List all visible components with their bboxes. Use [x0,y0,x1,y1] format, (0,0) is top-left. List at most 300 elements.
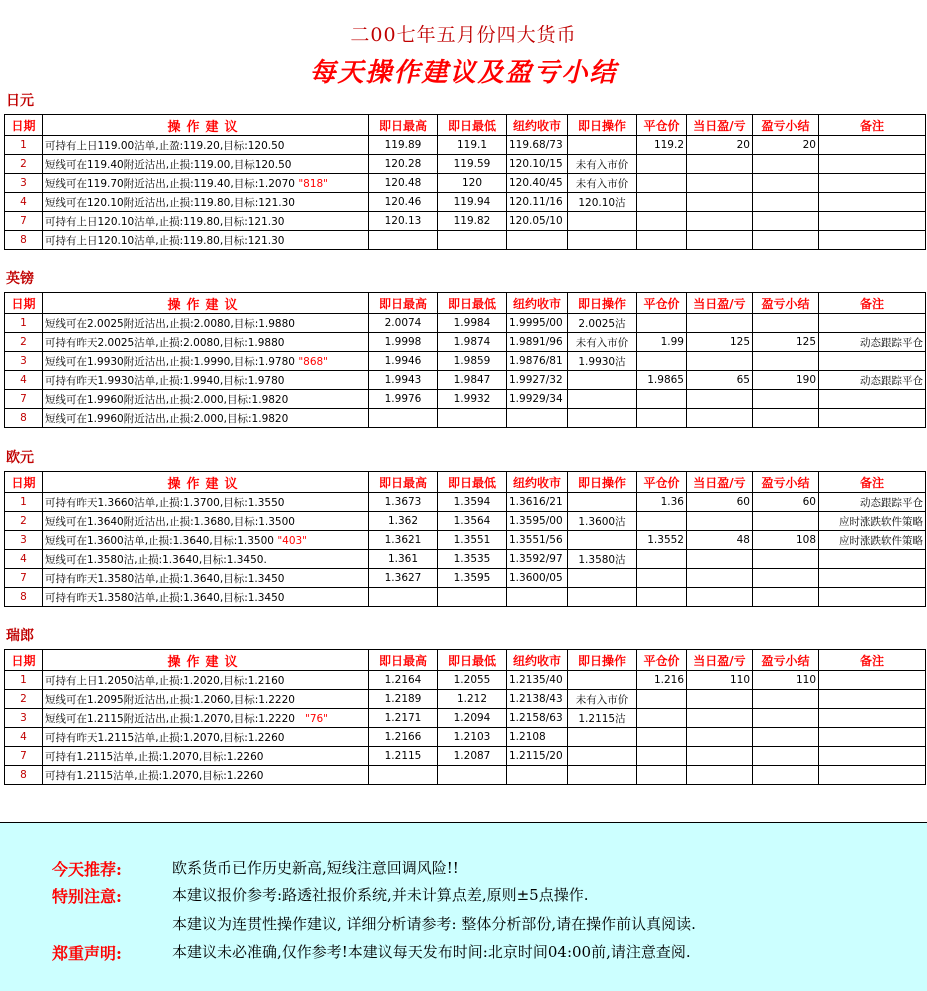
advice-points: "76" [304,712,329,725]
low-cell: 1.9874 [438,333,507,352]
total-cell [753,588,819,607]
day-cell: 8 [5,231,43,250]
advice-points: "403" [277,534,308,547]
advice-cell [43,193,369,212]
op-cell [568,588,637,607]
day-cell: 7 [5,569,43,588]
page-subtitle: 每天操作建议及盈亏小结 [309,58,618,88]
table-header-row [5,472,926,493]
op-cell [568,531,637,550]
advice-cell [43,671,369,690]
total-cell [753,390,819,409]
low-cell: 120 [438,174,507,193]
high-cell: 1.2164 [369,671,438,690]
column-header-note: 备注 [819,472,926,493]
advice-text: 短线可在1.9930附近沽出,止损:1.9990,目标:1.9780 [45,355,299,368]
pl-cell [687,550,753,569]
table-row [5,390,926,409]
low-cell: 1.9932 [438,390,507,409]
day-cell: 7 [5,212,43,231]
low-cell: 1.2087 [438,747,507,766]
low-cell: 1.9859 [438,352,507,371]
currency-table [4,292,926,428]
total-cell: 108 [753,531,819,550]
day-cell: 2 [5,690,43,709]
note-cell [819,766,926,785]
pl-cell: 65 [687,371,753,390]
day-cell: 3 [5,709,43,728]
low-cell: 1.3535 [438,550,507,569]
high-cell: 1.3673 [369,493,438,512]
close-cell: 1.9891/96 [507,333,568,352]
advice-text: 可持有昨天2.0025沽单,止损:2.0080,目标:1.9880 [45,336,285,349]
note-cell [819,193,926,212]
close-cell: 1.3592/97 [507,550,568,569]
table-row [5,231,926,250]
pl-cell [687,390,753,409]
attention-text-1: 本建议报价参考:路透社报价系统,并未计算点差,原则±5点操作. [172,886,589,904]
column-header-avg: 平仓价 [637,472,687,493]
total-cell: 60 [753,493,819,512]
total-cell [753,569,819,588]
low-cell: 1.3595 [438,569,507,588]
low-cell: 1.3564 [438,512,507,531]
avg-cell [637,174,687,193]
recommend-label: 今天推荐: [52,860,122,879]
column-header-day: 日期 [5,293,43,314]
avg-cell [637,747,687,766]
day-cell: 2 [5,512,43,531]
table-row [5,493,926,512]
op-cell [568,231,637,250]
close-cell: 1.2138/43 [507,690,568,709]
note-cell [819,550,926,569]
advice-text: 可持有上日120.10沽单,止损:119.80,目标:121.30 [45,234,285,247]
high-cell: 1.2189 [369,690,438,709]
column-header-op: 操作建议 [43,650,369,671]
note-cell [819,212,926,231]
advice-text: 可持有上日1.2050沽单,止损:1.2020,目标:1.2160 [45,674,285,687]
high-cell: 1.9998 [369,333,438,352]
table-row [5,671,926,690]
avg-cell [637,212,687,231]
high-cell: 120.48 [369,174,438,193]
table-row [5,174,926,193]
avg-cell [637,709,687,728]
column-header-today-op: 即日操作 [568,650,637,671]
high-cell: 1.2171 [369,709,438,728]
note-cell [819,690,926,709]
advice-cell [43,371,369,390]
op-cell [568,390,637,409]
avg-cell: 119.2 [637,136,687,155]
low-cell: 1.2055 [438,671,507,690]
day-cell: 3 [5,352,43,371]
pl-cell: 110 [687,671,753,690]
total-cell [753,212,819,231]
note-cell [819,136,926,155]
note-cell [819,747,926,766]
total-cell [753,174,819,193]
note-cell [819,155,926,174]
op-cell [568,371,637,390]
advice-cell [43,231,369,250]
statement-text: 本建议未必准确,仅作参考!本建议每天发布时间:北京时间04:00前,请注意查阅. [172,943,691,961]
column-header-note: 备注 [819,115,926,136]
low-cell: 1.9984 [438,314,507,333]
advice-text: 可持有1.2115沽单,止损:1.2070,目标:1.2260 [45,750,264,763]
total-cell [753,352,819,371]
low-cell: 1.2103 [438,728,507,747]
high-cell: 120.13 [369,212,438,231]
close-cell: 120.05/10 [507,212,568,231]
advice-points: "818" [298,177,329,190]
advice-cell [43,155,369,174]
total-cell [753,512,819,531]
avg-cell: 1.3552 [637,531,687,550]
close-cell: 1.3616/21 [507,493,568,512]
avg-cell [637,155,687,174]
close-cell: 1.2135/40 [507,671,568,690]
op-cell [568,136,637,155]
close-cell [507,766,568,785]
close-cell [507,588,568,607]
table-row [5,352,926,371]
column-header-note: 备注 [819,293,926,314]
column-header-low: 即日最低 [438,293,507,314]
note-cell [819,409,926,428]
note-cell [819,588,926,607]
avg-cell: 1.216 [637,671,687,690]
high-cell: 1.361 [369,550,438,569]
advice-text: 短线可在120.10附近沽出,止损:119.80,目标:121.30 [45,196,295,209]
column-header-ny-close: 纽约收市 [507,650,568,671]
op-cell: 1.3600沽 [568,512,637,531]
table-row [5,512,926,531]
close-cell: 1.2158/63 [507,709,568,728]
pl-cell: 48 [687,531,753,550]
column-header-ny-close: 纽约收市 [507,115,568,136]
column-header-day: 日期 [5,650,43,671]
low-cell [438,231,507,250]
avg-cell [637,193,687,212]
day-cell: 1 [5,671,43,690]
note-cell [819,671,926,690]
section-title: 英镑 [6,271,34,287]
advice-text: 可持有1.2115沽单,止损:1.2070,目标:1.2260 [45,769,264,782]
note-cell [819,174,926,193]
attention-text-2: 本建议为连贯性操作建议, 详细分析请参考: 整体分析部份,请在操作前认真阅读. [172,915,696,933]
day-cell: 7 [5,747,43,766]
pl-cell: 125 [687,333,753,352]
op-cell [568,493,637,512]
low-cell: 1.9847 [438,371,507,390]
table-row [5,333,926,352]
high-cell: 1.9946 [369,352,438,371]
high-cell: 119.89 [369,136,438,155]
day-cell: 7 [5,390,43,409]
table-row [5,155,926,174]
pl-cell [687,766,753,785]
op-cell: 未有入市价 [568,155,637,174]
close-cell [507,231,568,250]
pl-cell: 20 [687,136,753,155]
close-cell [507,409,568,428]
advice-text: 可持有上日120.10沽单,止损:119.80,目标:121.30 [45,215,285,228]
advice-cell [43,569,369,588]
recommend-text: 欧系货币已作历史新高,短线注意回调风险!! [172,859,459,877]
low-cell: 119.94 [438,193,507,212]
low-cell: 1.2094 [438,709,507,728]
op-cell [568,212,637,231]
table-row [5,588,926,607]
high-cell: 1.3621 [369,531,438,550]
page-title: 二00七年五月份四大货币 [350,24,577,46]
total-cell [753,766,819,785]
op-cell [568,747,637,766]
table-row [5,690,926,709]
total-cell: 125 [753,333,819,352]
close-cell: 119.68/73 [507,136,568,155]
advice-text: 可持有昨天1.3580沽单,止损:1.3640,目标:1.3450 [45,591,285,604]
op-cell: 120.10沽 [568,193,637,212]
section-title: 日元 [6,93,34,109]
close-cell: 120.40/45 [507,174,568,193]
day-cell: 2 [5,333,43,352]
column-header-high: 即日最高 [369,115,438,136]
op-cell: 1.9930沽 [568,352,637,371]
currency-table [4,471,926,607]
low-cell [438,766,507,785]
advice-cell [43,333,369,352]
pl-cell [687,588,753,607]
low-cell: 119.59 [438,155,507,174]
advice-cell [43,531,369,550]
pl-cell [687,512,753,531]
advice-cell [43,174,369,193]
column-header-high: 即日最高 [369,472,438,493]
op-cell: 1.2115沽 [568,709,637,728]
high-cell: 2.0074 [369,314,438,333]
high-cell: 120.46 [369,193,438,212]
close-cell: 1.9995/00 [507,314,568,333]
note-cell [819,231,926,250]
high-cell [369,766,438,785]
table-row [5,569,926,588]
avg-cell [637,409,687,428]
table-row [5,193,926,212]
column-header-ny-close: 纽约收市 [507,472,568,493]
table-header-row [5,115,926,136]
advice-points: "868" [298,355,329,368]
day-cell: 2 [5,155,43,174]
high-cell: 1.9976 [369,390,438,409]
column-header-avg: 平仓价 [637,115,687,136]
op-cell: 1.3580沽 [568,550,637,569]
high-cell [369,231,438,250]
op-cell [568,569,637,588]
table-row [5,550,926,569]
attention-label: 特别注意: [52,887,122,906]
column-header-pl-total: 盈亏小结 [753,293,819,314]
advice-cell [43,390,369,409]
advice-cell [43,728,369,747]
column-header-day: 日期 [5,115,43,136]
close-cell: 1.2108 [507,728,568,747]
advice-text: 短线可在119.70附近沽出,止损:119.40,目标:1.2070 [45,177,299,190]
close-cell: 1.9927/32 [507,371,568,390]
column-header-pl-total: 盈亏小结 [753,472,819,493]
day-cell: 8 [5,588,43,607]
column-header-note: 备注 [819,650,926,671]
op-cell: 未有入市价 [568,333,637,352]
table-header-row [5,293,926,314]
avg-cell [637,550,687,569]
pl-cell [687,709,753,728]
advice-cell [43,136,369,155]
advice-text: 短线可在1.3580沽,止损:1.3640,目标:1.3450. [45,553,267,566]
advice-cell [43,588,369,607]
column-header-pl-total: 盈亏小结 [753,115,819,136]
advice-cell [43,766,369,785]
pl-cell [687,569,753,588]
pl-cell [687,747,753,766]
avg-cell [637,728,687,747]
pl-cell: 60 [687,493,753,512]
advice-text: 短线可在2.0025附近沽出,止损:2.0080,目标:1.9880 [45,317,295,330]
day-cell: 1 [5,136,43,155]
total-cell [753,155,819,174]
column-header-pl-today: 当日盈/亏 [687,472,753,493]
day-cell: 1 [5,314,43,333]
advice-cell [43,212,369,231]
column-header-low: 即日最低 [438,472,507,493]
note-cell: 动态跟踪平仓 [819,493,926,512]
advice-text: 短线可在1.9960附近沽出,止损:2.000,目标:1.9820 [45,393,289,406]
day-cell: 1 [5,493,43,512]
column-header-avg: 平仓价 [637,650,687,671]
table-header-row [5,650,926,671]
pl-cell [687,212,753,231]
table-row [5,728,926,747]
table-row [5,531,926,550]
day-cell: 8 [5,766,43,785]
statement-label: 郑重声明: [52,944,122,963]
high-cell: 1.362 [369,512,438,531]
column-header-day: 日期 [5,472,43,493]
column-header-pl-today: 当日盈/亏 [687,293,753,314]
pl-cell [687,690,753,709]
day-cell: 3 [5,174,43,193]
column-header-avg: 平仓价 [637,293,687,314]
advice-cell [43,747,369,766]
note-cell [819,728,926,747]
high-cell: 1.2115 [369,747,438,766]
op-cell [568,728,637,747]
day-cell: 4 [5,371,43,390]
total-cell [753,314,819,333]
avg-cell [637,314,687,333]
op-cell: 未有入市价 [568,690,637,709]
op-cell: 2.0025沽 [568,314,637,333]
pl-cell [687,314,753,333]
high-cell [369,409,438,428]
total-cell: 190 [753,371,819,390]
low-cell: 119.82 [438,212,507,231]
high-cell [369,588,438,607]
note-cell: 动态跟踪平仓 [819,371,926,390]
column-header-op: 操作建议 [43,293,369,314]
advice-text: 可持有昨天1.3660沽单,止损:1.3700,目标:1.3550 [45,496,285,509]
column-header-today-op: 即日操作 [568,472,637,493]
day-cell: 4 [5,550,43,569]
pl-cell [687,155,753,174]
column-header-low: 即日最低 [438,115,507,136]
avg-cell: 1.99 [637,333,687,352]
close-cell: 1.3600/05 [507,569,568,588]
close-cell: 120.10/15 [507,155,568,174]
advice-text: 可持有昨天1.2115沽单,止损:1.2070,目标:1.2260 [45,731,285,744]
pl-cell [687,728,753,747]
advice-text: 短线可在1.3600沽单,止损:1.3640,目标:1.3500 [45,534,278,547]
low-cell: 1.3594 [438,493,507,512]
currency-table [4,649,926,785]
high-cell: 120.28 [369,155,438,174]
note-cell: 应时涨跌软件策略 [819,512,926,531]
total-cell [753,709,819,728]
total-cell [753,231,819,250]
pl-cell [687,352,753,371]
high-cell: 1.9943 [369,371,438,390]
section-title: 瑞郎 [6,628,34,644]
footer-panel [0,822,927,991]
avg-cell: 1.9865 [637,371,687,390]
op-cell [568,671,637,690]
currency-table [4,114,926,250]
column-header-pl-total: 盈亏小结 [753,650,819,671]
close-cell: 1.3595/00 [507,512,568,531]
avg-cell [637,766,687,785]
column-header-today-op: 即日操作 [568,293,637,314]
advice-cell [43,709,369,728]
close-cell: 1.2115/20 [507,747,568,766]
low-cell [438,409,507,428]
column-header-today-op: 即日操作 [568,115,637,136]
high-cell: 1.3627 [369,569,438,588]
op-cell: 未有入市价 [568,174,637,193]
table-row [5,747,926,766]
total-cell: 20 [753,136,819,155]
column-header-high: 即日最高 [369,650,438,671]
close-cell: 1.9929/34 [507,390,568,409]
advice-text: 可持有昨天1.3580沽单,止损:1.3640,目标:1.3450 [45,572,285,585]
total-cell [753,690,819,709]
pl-cell [687,174,753,193]
advice-text: 可持有上日119.00沽单,止盈:119.20,目标:120.50 [45,139,285,152]
day-cell: 3 [5,531,43,550]
note-cell [819,390,926,409]
advice-text: 短线可在1.3640附近沽出,止损:1.3680,目标:1.3500 [45,515,295,528]
avg-cell: 1.36 [637,493,687,512]
column-header-pl-today: 当日盈/亏 [687,650,753,671]
close-cell: 120.11/16 [507,193,568,212]
note-cell [819,314,926,333]
total-cell: 110 [753,671,819,690]
table-row [5,136,926,155]
note-cell: 动态跟踪平仓 [819,333,926,352]
avg-cell [637,569,687,588]
advice-text: 短线可在119.40附近沽出,止损:119.00,目标120.50 [45,158,292,171]
